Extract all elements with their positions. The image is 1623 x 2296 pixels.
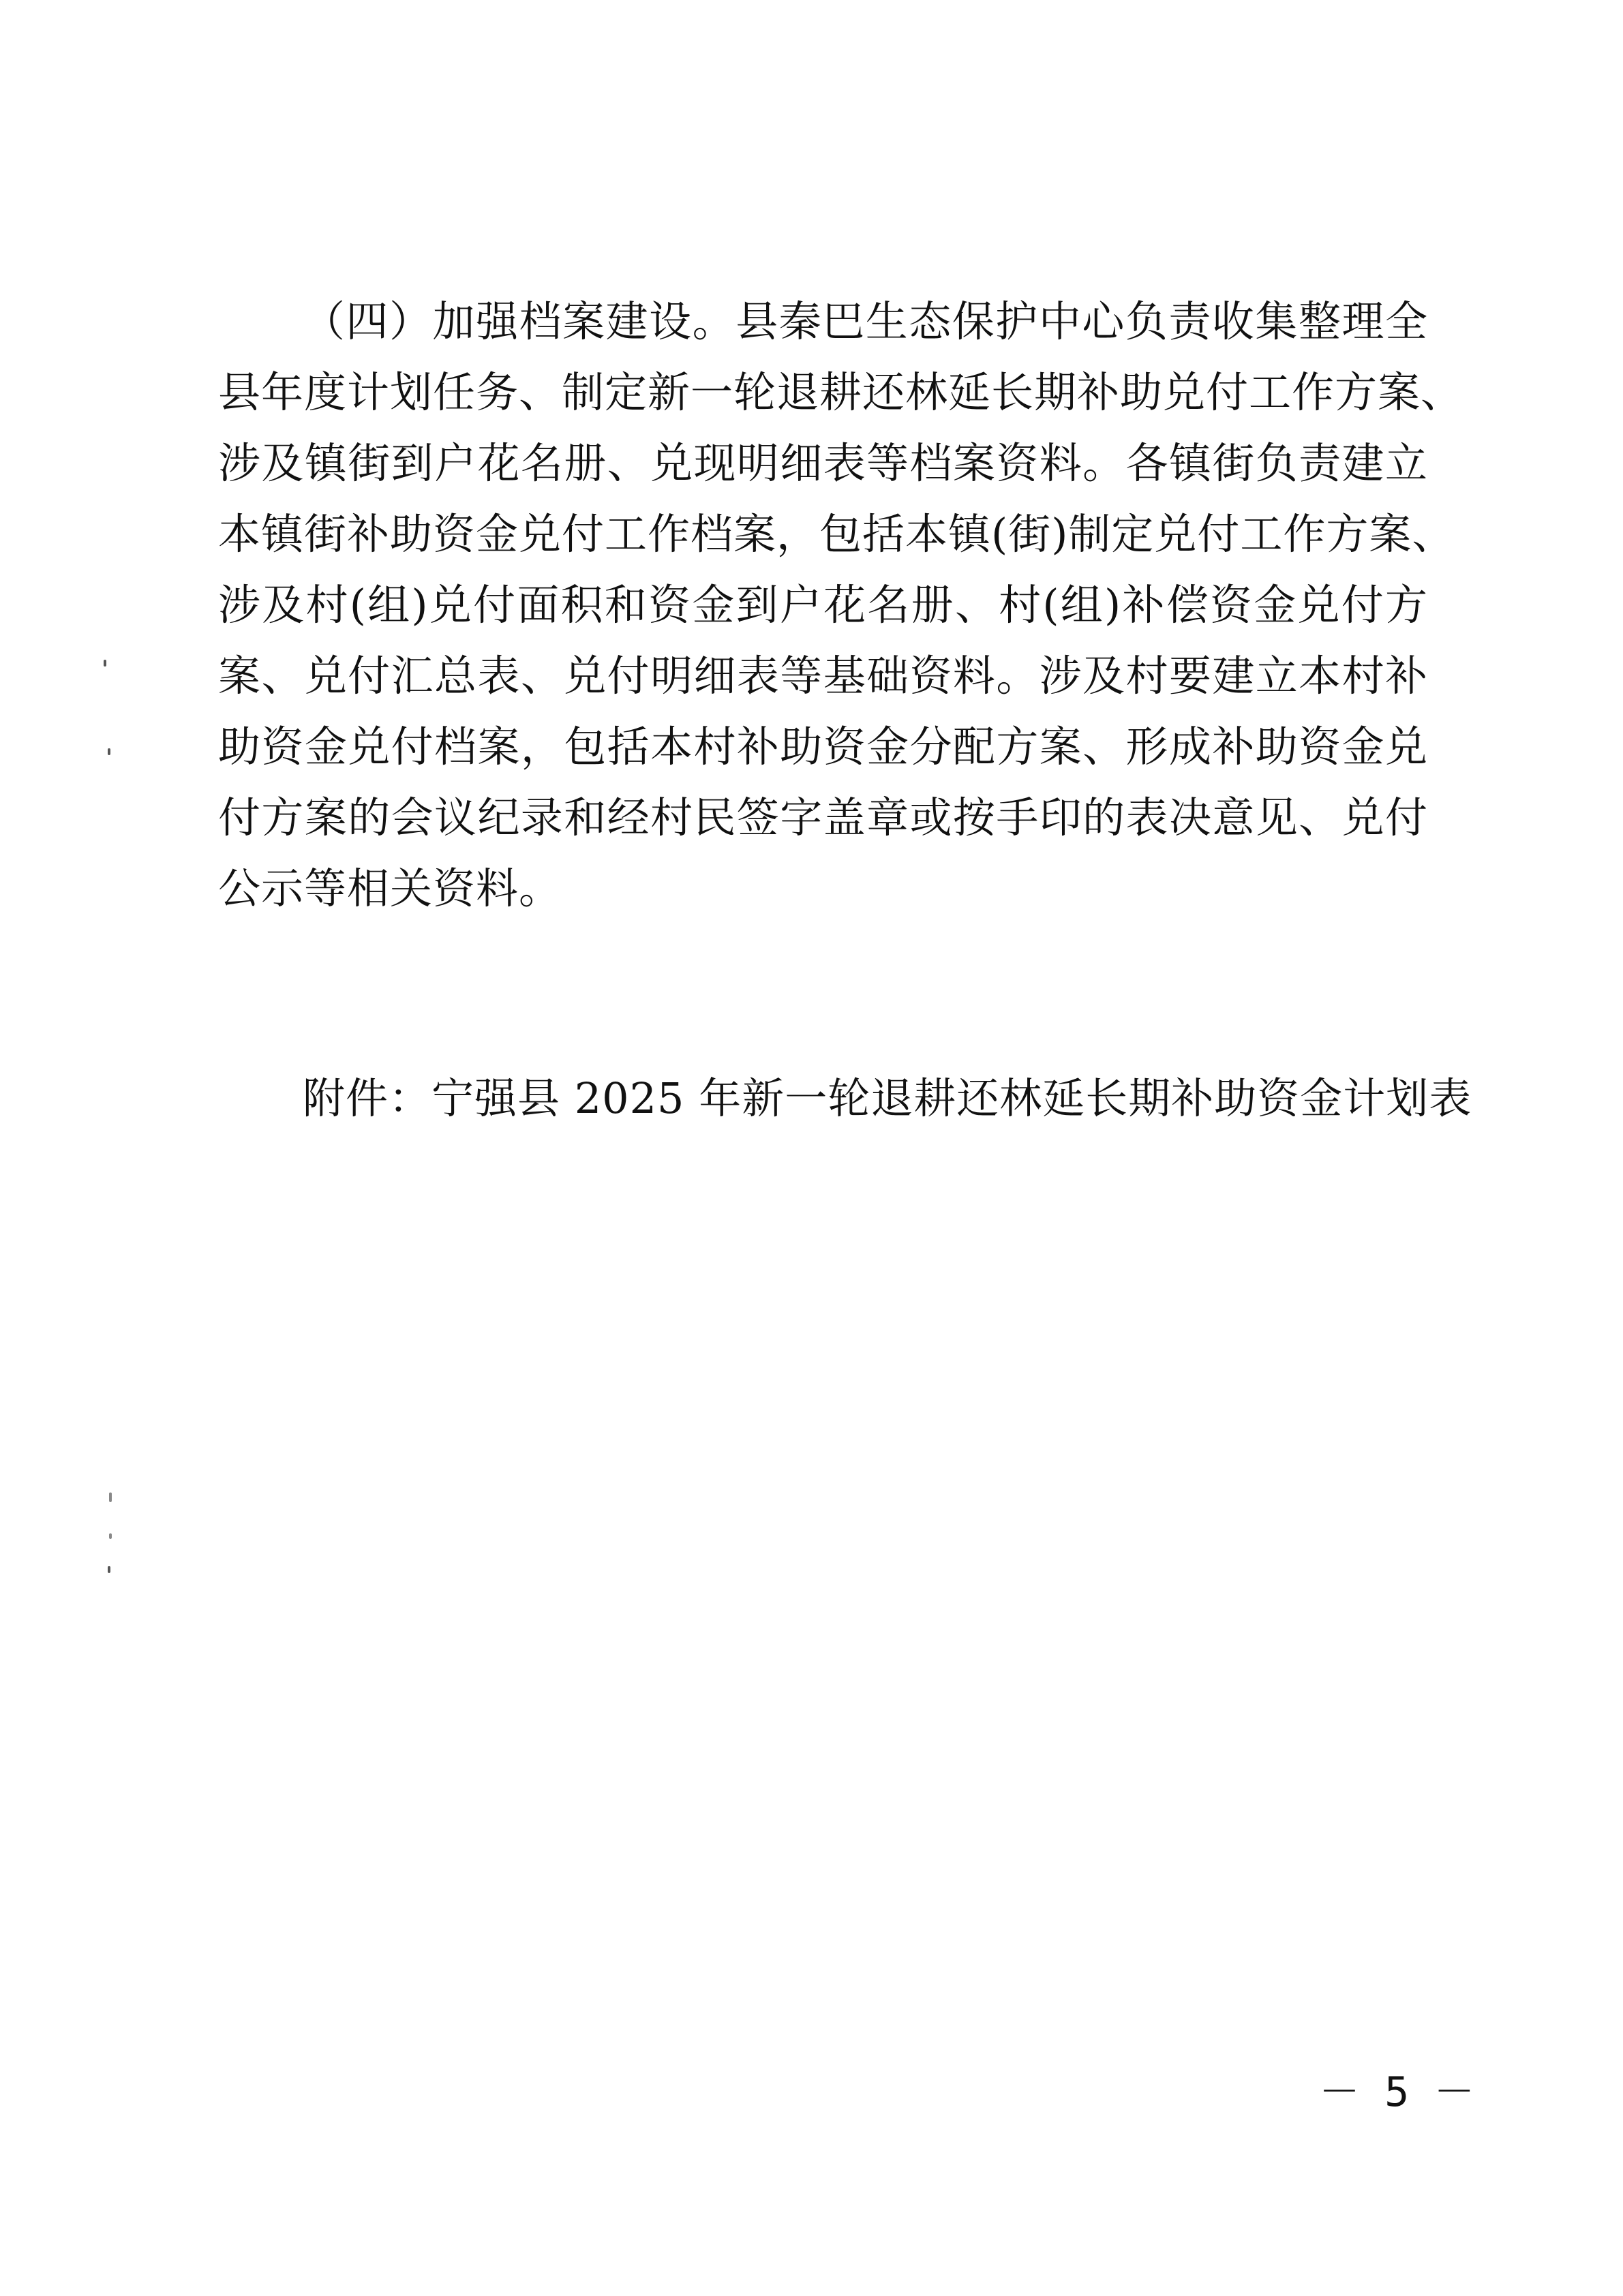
- archive-paragraph: [218, 286, 1464, 924]
- scan-mark: [109, 1533, 112, 1539]
- scan-mark: [108, 748, 110, 755]
- paragraph-line-7: 助资金兑付档案，包括本村补助资金分配方案、形成补助资金兑: [218, 722, 1428, 771]
- paragraph-line-8: 付方案的会议纪录和经村民签字盖章或按手印的表决意见、兑付: [218, 793, 1428, 842]
- page-number: － 5 －: [1319, 2068, 1475, 2116]
- paragraph-line-3: 涉及镇街到户花名册、兑现明细表等档案资料。各镇街负责建立: [218, 438, 1428, 488]
- scan-mark: [108, 1566, 110, 1573]
- paragraph-line-9: 公示等相关资料。: [218, 863, 562, 913]
- paragraph-line-1: （四）加强档案建设。县秦巴生态保护中心负责收集整理全: [303, 296, 1428, 346]
- paragraph-line-5: 涉及村(组)兑付面积和资金到户花名册、村(组)补偿资金兑付方: [218, 580, 1428, 630]
- paragraph-line-4: 本镇街补助资金兑付工作档案，包括本镇(街)制定兑付工作方案、: [218, 509, 1455, 559]
- attachment-note: 附件：宁强县 2025 年新一轮退耕还林延长期补助资金计划表: [303, 1073, 1472, 1123]
- paragraph-line-6: 案、兑付汇总表、兑付明细表等基础资料。涉及村要建立本村补: [218, 651, 1428, 701]
- scan-mark: [109, 1493, 112, 1502]
- scan-mark: [104, 660, 106, 667]
- paragraph-line-2: 县年度计划任务、制定新一轮退耕还林延长期补助兑付工作方案、: [218, 367, 1464, 417]
